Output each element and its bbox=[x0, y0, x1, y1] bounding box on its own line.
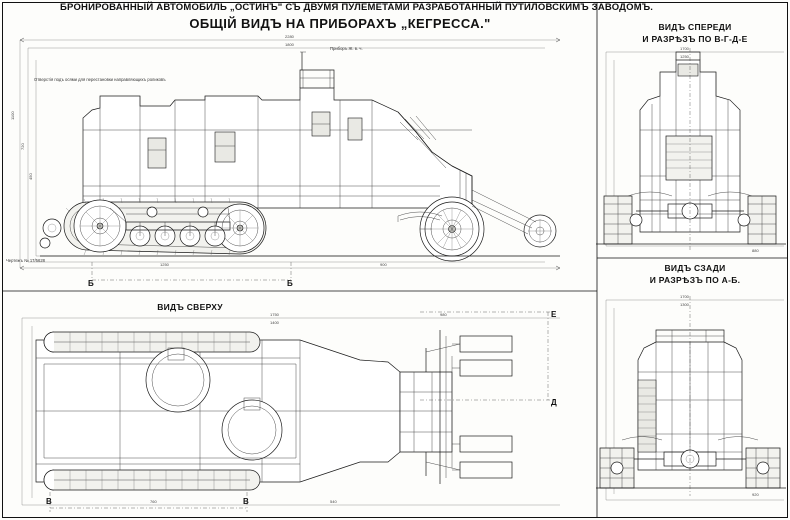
svg-text:1700: 1700 bbox=[680, 294, 689, 299]
section-mark-v-right: В bbox=[243, 497, 249, 506]
svg-text:760: 760 bbox=[150, 499, 157, 504]
sheet-title-line2: ОБЩIЙ ВИДЪ НА ПРИБОРАХЪ „КЕГРЕССА." bbox=[189, 16, 491, 31]
svg-text:2280: 2280 bbox=[285, 34, 294, 39]
section-mark-d: Д bbox=[551, 398, 557, 407]
svg-text:1750: 1750 bbox=[270, 312, 279, 317]
svg-text:980: 980 bbox=[440, 312, 447, 317]
svg-text:1250: 1250 bbox=[160, 262, 169, 267]
svg-text:880: 880 bbox=[752, 248, 759, 253]
svg-text:1300: 1300 bbox=[680, 302, 689, 307]
top-view-label: ВИДЪ СВЕРХУ bbox=[157, 302, 223, 312]
rear-view-group bbox=[596, 294, 786, 500]
svg-text:540: 540 bbox=[330, 499, 337, 504]
svg-text:1400: 1400 bbox=[270, 320, 279, 325]
front-view-label-line1: ВИДЪ СПЕРЕДИ bbox=[658, 22, 732, 32]
section-mark-e: Е bbox=[551, 310, 557, 319]
svg-text:1100: 1100 bbox=[10, 111, 15, 120]
front-view-group bbox=[596, 46, 786, 253]
side-note: Отверстiя подъ осями для перестановки направляющихъ роликовъ bbox=[34, 77, 166, 82]
section-mark-b-right: Б bbox=[287, 279, 293, 288]
svg-text:900: 900 bbox=[380, 262, 387, 267]
svg-text:450: 450 bbox=[28, 173, 33, 180]
svg-text:1700: 1700 bbox=[680, 46, 689, 51]
rear-view-label-line1: ВИДЪ СЗАДИ bbox=[664, 263, 726, 273]
svg-text:920: 920 bbox=[752, 492, 759, 497]
front-view-label-line2: И РАЗРѢЗЪ ПО В-Г-Д-Е bbox=[642, 34, 748, 44]
section-mark-v-left: В bbox=[46, 497, 52, 506]
rear-view-label-line2: И РАЗРѢЗЪ ПО А-Б. bbox=[649, 275, 741, 285]
svg-text:1800: 1800 bbox=[285, 42, 294, 47]
margin-note: Чертежъ № 17/5628 bbox=[6, 258, 45, 263]
section-mark-b-left: Б bbox=[88, 279, 94, 288]
svg-text:720: 720 bbox=[20, 143, 25, 150]
svg-text:1250: 1250 bbox=[680, 54, 689, 59]
sheet-title-line1: БРОНИРОВАННЫЙ АВТОМОБИЛЬ „ОСТИНЪ" СЪ ДВУМЯ ПУЛЕМЕТАМИ РАЗРАБОТАННЫЙ ПУТИЛОВСКИМЪ ЗАВОДОМЪ. bbox=[60, 2, 654, 13]
side-elevation-group bbox=[10, 34, 560, 284]
plan-view-group bbox=[22, 312, 560, 512]
top-note: Приборъ Ж. в. ч. bbox=[330, 46, 363, 51]
